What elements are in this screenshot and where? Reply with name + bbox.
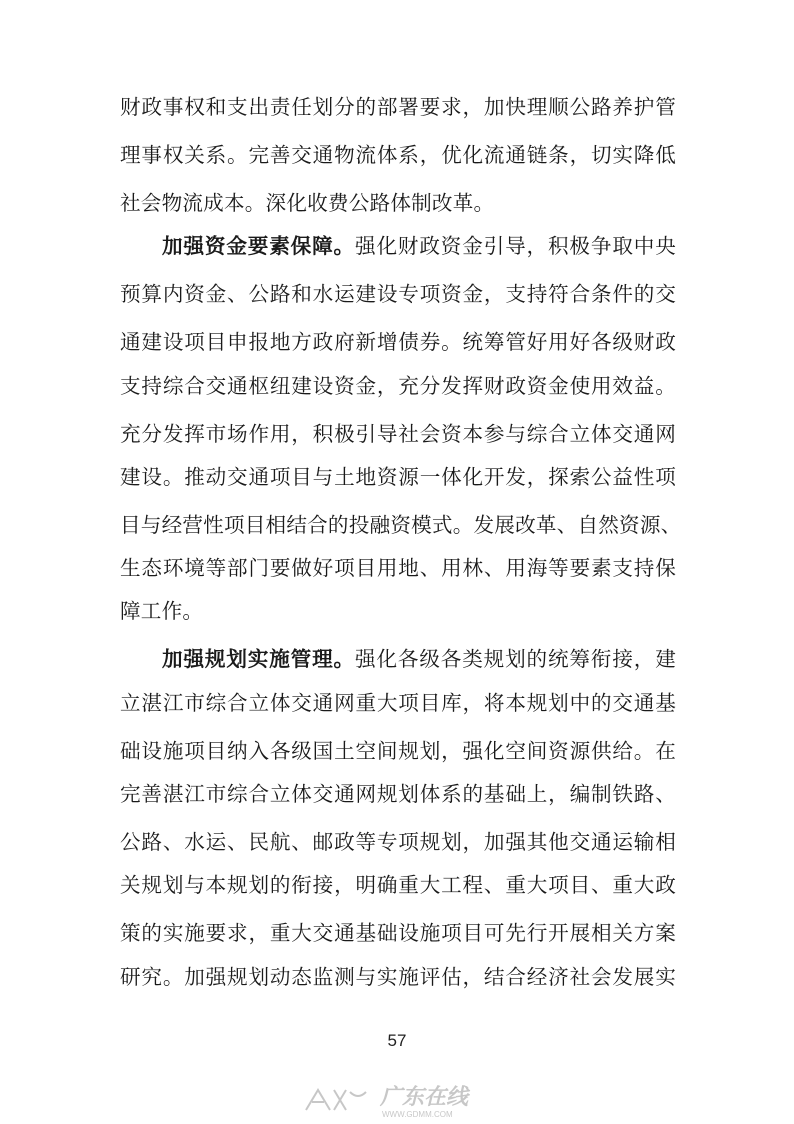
watermark-emblem-icon (306, 1090, 366, 1110)
text-line: 研究。加强规划动态监测与实施评估，结合经济社会发展实 (120, 965, 676, 989)
text-line: 预算内资金、公路和水运建设专项资金，支持符合条件的交 (120, 282, 676, 306)
watermark-text: 广东在线 (380, 1084, 469, 1109)
paragraph-heading: 加强资金要素保障。 (162, 234, 355, 258)
paragraph-heading: 加强规划实施管理。 (162, 647, 355, 671)
text-line: 生态环境等部门要做好项目用地、用林、用海等要素支持保 (120, 556, 676, 580)
page-number: 57 (387, 1031, 407, 1050)
paragraph-line (162, 644, 676, 674)
text-line: 理事权关系。完善交通物流体系，优化流通链条，切实降低 (120, 143, 676, 167)
text-line: 支持综合交通枢纽建设资金，充分发挥财政资金使用效益。 (120, 374, 676, 398)
text-line: 建设。推动交通项目与土地资源一体化开发，探索公益性项 (120, 465, 676, 489)
text-line: 通建设项目申报地方政府新增债券。统筹管好用好各级财政 (120, 330, 676, 354)
text-span: 强化各级各类规划的统筹衔接，建 (355, 647, 676, 671)
text-line: 障工作。 (120, 599, 204, 623)
text-line: 策的实施要求，重大交通基础设施项目可先行开展相关方案 (120, 921, 676, 945)
watermark-graphic (300, 1080, 510, 1120)
text-line: 公路、水运、民航、邮政等专项规划，加强其他交通运输相 (120, 830, 676, 854)
watermark-logo (300, 1080, 510, 1120)
text-line: 目与经营性项目相结合的投融资模式。发展改革、自然资源、 (120, 513, 682, 537)
text-line: 充分发挥市场作用，积极引导社会资本参与综合立体交通网 (120, 422, 676, 446)
watermark-url: WWW.GDMM.COM (382, 1110, 453, 1119)
text-line: 完善湛江市综合立体交通网规划体系的基础上，编制铁路、 (120, 782, 676, 806)
text-span: 强化财政资金引导，积极争取中央 (355, 234, 676, 258)
text-line: 关规划与本规划的衔接，明确重大工程、重大项目、重大政 (120, 873, 676, 897)
paragraph-line (162, 231, 676, 261)
text-line: 社会物流成本。深化收费公路体制改革。 (120, 191, 495, 215)
text-line: 财政事权和支出责任划分的部署要求，加快理顺公路养护管 (120, 95, 676, 119)
text-line: 础设施项目纳入各级国土空间规划，强化空间资源供给。在 (120, 739, 676, 763)
text-line: 立湛江市综合立体交通网重大项目库，将本规划中的交通基 (120, 691, 676, 715)
